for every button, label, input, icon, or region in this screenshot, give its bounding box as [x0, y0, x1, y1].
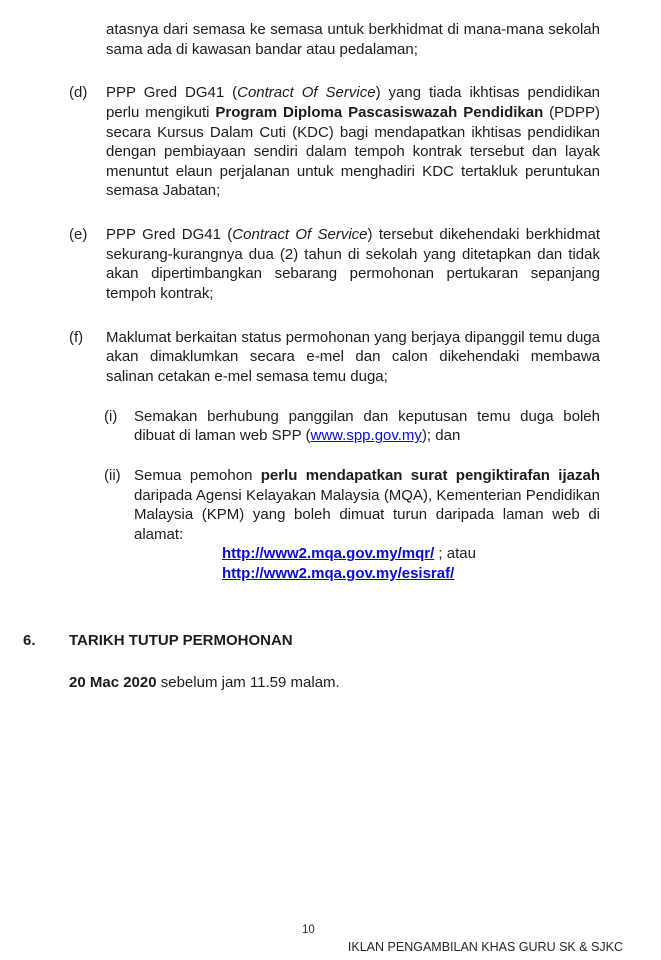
- text-run: (PDPP) secara Kursus Dalam Cuti (KDC) bagi mendapatkan ikhtisas pendidikan dengan pembiayaan sendiri dalam tempoh kontrak tersebut dan layak menuntut elaun perjalanan untuk menghadiri KDC tertakluk peruntukan semasa Jabatan;: [106, 103, 600, 200]
- section-title: TARIKH TUTUP PERMOHONAN: [69, 631, 293, 649]
- sub-list-item-i-text: [134, 407, 600, 446]
- list-item-e: [69, 225, 600, 304]
- text-run: 20 Mac 2020: [69, 674, 157, 692]
- sub-list-item-ii-paragraph: [134, 467, 600, 543]
- list-item-d: [69, 83, 600, 201]
- text-run: Maklumat berkaitan status permohonan yang berjaya dipanggil temu duga akan dimaklumkan secara e-mel dan calon dikehendaki membawa salinan cetakan e-mel semasa temu duga;: [106, 328, 600, 385]
- text-run: daripada Agensi Kelayakan Malaysia (MQA), Kementerian Pendidikan Malaysia (KPM) yang boleh dimuat turun daripada laman web di alamat:: [134, 486, 600, 543]
- page-number: 10: [302, 924, 315, 936]
- section-6-heading: [23, 631, 600, 651]
- link-line-esisraf: [222, 564, 600, 584]
- text-run: PPP Gred DG41 (: [106, 84, 238, 102]
- text-run: PPP Gred DG41 (: [106, 226, 233, 244]
- list-item-f: [69, 328, 600, 387]
- text-run: Semakan berhubung panggilan dan keputusan temu duga boleh dibuat di laman web SPP (: [134, 407, 600, 445]
- list-item-d-text: [106, 83, 600, 201]
- mqa-mqr-link[interactable]: http://www2.mqa.gov.my/mqr/: [222, 545, 435, 563]
- list-item-e-text: [106, 225, 600, 304]
- list-marker-f: (f): [69, 328, 84, 346]
- section-number: 6.: [23, 631, 36, 649]
- text-run: Semua pemohon: [134, 466, 261, 484]
- closing-date: [69, 673, 600, 693]
- text-run: Contract Of Service: [237, 84, 376, 102]
- text-run: ; atau: [434, 545, 476, 563]
- sub-list-marker-ii: (ii): [104, 466, 121, 484]
- list-marker-e: (e): [69, 226, 88, 244]
- sub-list-item-ii-text: [134, 466, 600, 584]
- sub-list-item-i: [104, 407, 600, 446]
- text-run: Contract Of Service: [232, 226, 368, 244]
- text-run: ) yang tiada ikhtisas pendidikan perlu mengikuti: [106, 84, 600, 121]
- text-run: sebelum jam 11.59 malam.: [156, 674, 340, 692]
- text-run: Program Diploma Pascasiswazah Pendidikan: [215, 103, 544, 121]
- text-run: atasnya dari semasa ke semasa untuk berkhidmat di mana-mana sekolah sama ada di kawasan bandar atau pedalaman;: [106, 21, 600, 58]
- sub-list-item-ii: [104, 466, 600, 584]
- sub-list-marker-i: (i): [104, 407, 118, 425]
- paragraph-continuation: [106, 20, 600, 59]
- text-run: perlu mendapatkan surat pengiktirafan ijazah: [260, 466, 600, 484]
- link-line-mqr: [222, 544, 600, 564]
- list-marker-d: (d): [69, 84, 88, 102]
- list-item-f-text: [106, 328, 600, 387]
- mqa-esisraf-link[interactable]: http://www2.mqa.gov.my/esisraf/: [222, 565, 455, 583]
- spp-link[interactable]: www.spp.gov.my: [310, 427, 422, 445]
- text-run: ) tersebut dikehendaki berkhidmat sekurang-kurangnya dua (2) tahun di sekolah yang ditetapkan dan tidak akan dipertimbangkan sebarang permohonan pertukaran sepanjang tempoh kontrak;: [106, 226, 600, 303]
- text-run: ); dan: [421, 427, 461, 445]
- footer-title: IKLAN PENGAMBILAN KHAS GURU SK & SJKC: [347, 940, 623, 954]
- document-content: [0, 20, 661, 693]
